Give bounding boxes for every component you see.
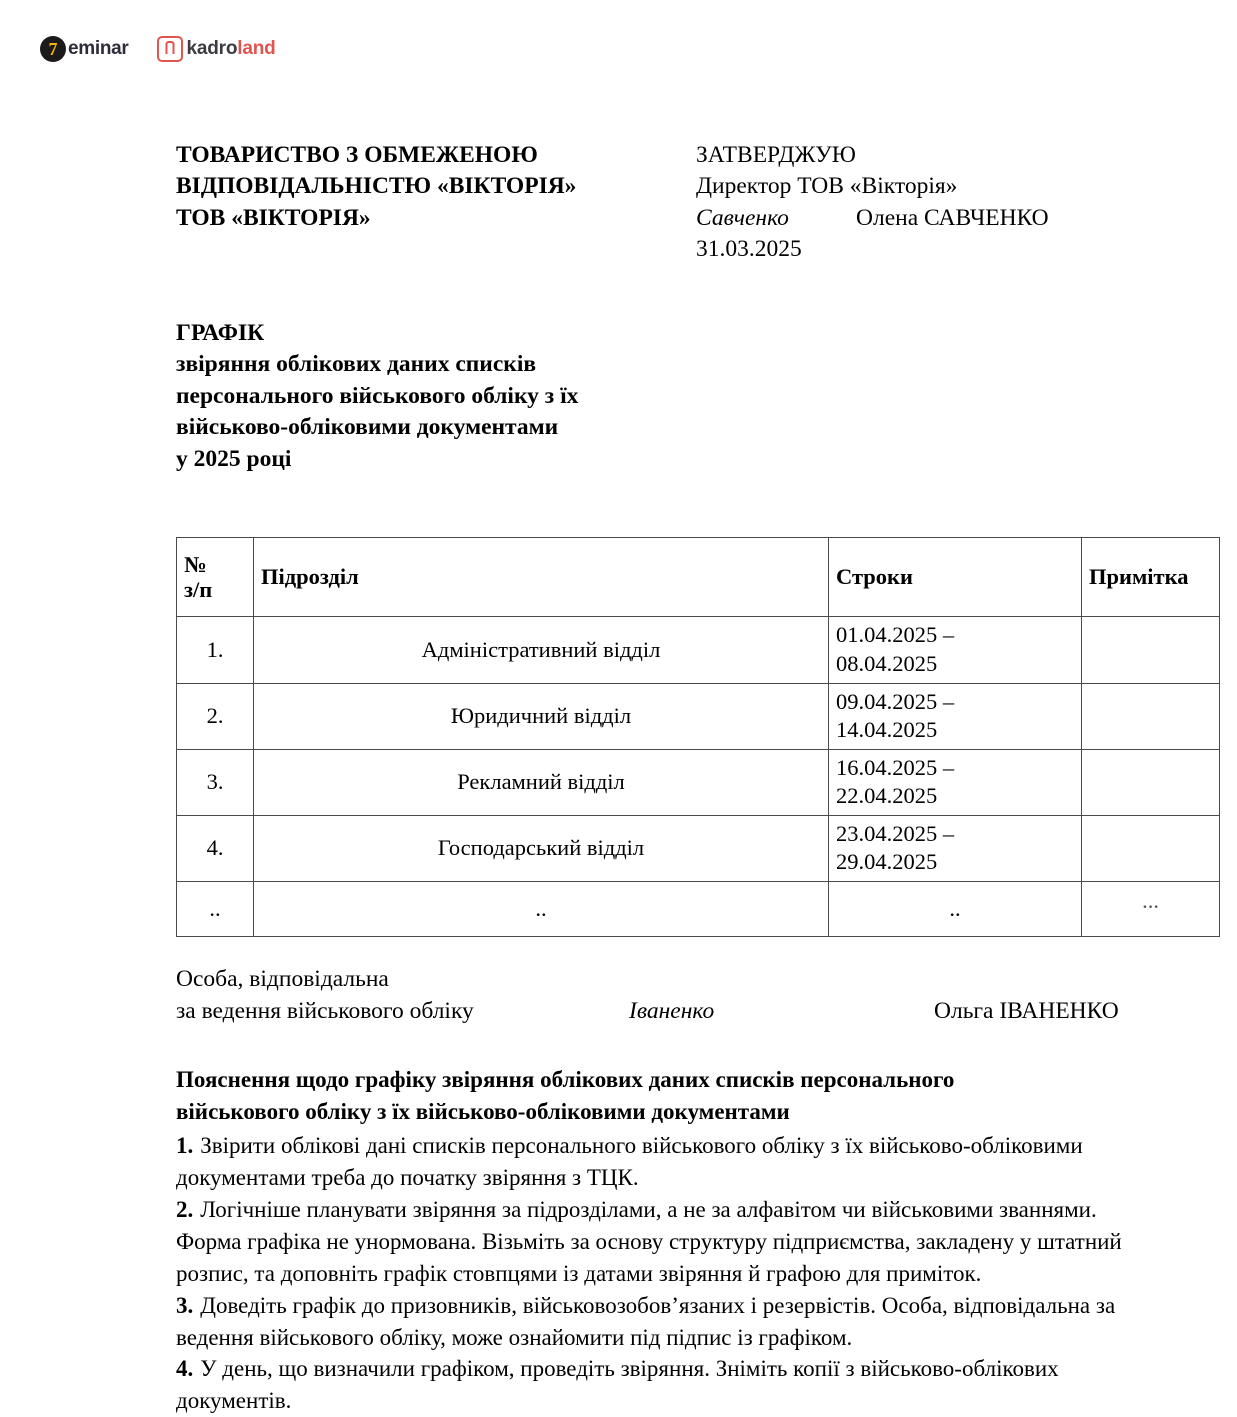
explanation-item-number: 4. — [176, 1356, 194, 1382]
company-name-line-2: ВІДПОВІДАЛЬНІСТЮ «ВІКТОРІЯ» — [176, 173, 577, 200]
cell-dates — [829, 683, 1082, 749]
table-row — [177, 617, 1220, 683]
cell-dates — [829, 815, 1082, 881]
cell-dates: .. — [829, 881, 1082, 936]
schedule-table — [176, 537, 1220, 937]
responsible-signature: Іваненко — [629, 998, 715, 1025]
title-line-2: звіряння облікових даних списків — [176, 351, 537, 378]
title-line-3: персонального військового обліку з їх — [176, 382, 579, 409]
cell-number: 1. — [177, 617, 254, 683]
responsible-line-1: Особа, відповідальна — [176, 965, 389, 992]
schedule-table-head — [177, 538, 1220, 617]
table-row — [177, 683, 1220, 749]
cell-date-to: 14.04.2025 — [836, 717, 938, 743]
cell-number: 2. — [177, 683, 254, 749]
explanation-item — [176, 1194, 1166, 1290]
approval-name: Олена САВЧЕНКО — [856, 204, 1049, 231]
table-row — [177, 749, 1220, 815]
cell-date-to: 22.04.2025 — [836, 783, 938, 809]
column-header-note: Примітка — [1082, 538, 1220, 617]
explanation-item-text: Логічніше планувати звіряння за підрозділами, а не за алфавітом чи військовими званнями. Форма графіка не унормована. Візьміть за основу структуру підприємства, закладену у штатний розпис, та доповніть графік стовпцями із датами звіряння й графою для приміток. — [176, 1196, 1122, 1286]
explanation-item-text: У день, що визначили графіком, проведіть звіряння. Зніміть копії з військово-облікових документів. — [176, 1356, 1059, 1414]
responsible-line-2: за ведення військового обліку — [176, 998, 474, 1025]
approval-date: 31.03.2025 — [696, 235, 802, 262]
approval-signature: Савченко — [696, 204, 789, 231]
column-header-number-line1: № — [184, 552, 207, 578]
cell-date-from: 16.04.2025 – — [836, 754, 955, 780]
cell-note — [1082, 749, 1220, 815]
document-header — [176, 140, 1166, 265]
title-line-1: ГРАФІК — [176, 320, 265, 346]
company-name-line-3: ТОВ «ВІКТОРІЯ» — [176, 204, 371, 231]
cell-dates — [829, 749, 1082, 815]
cell-date-from: 09.04.2025 – — [836, 688, 955, 714]
title-line-5: у 2025 році — [176, 445, 292, 472]
schedule-table-body — [177, 617, 1220, 937]
responsible-signature-row — [176, 995, 1166, 1027]
kadroland-logo-text-part2: land — [237, 38, 276, 59]
cell-note — [1082, 617, 1220, 683]
explanation-block — [176, 1064, 1166, 1417]
cell-number: .. — [177, 881, 254, 936]
cell-date-from: 23.04.2025 – — [836, 820, 955, 846]
company-name-block — [176, 140, 696, 234]
approval-position: Директор ТОВ «Вікторія» — [696, 173, 958, 200]
table-row — [177, 815, 1220, 881]
approval-signature-row — [696, 203, 1156, 234]
cell-date-to: 08.04.2025 — [836, 650, 938, 676]
responsible-name: Ольга ІВАНЕНКО — [934, 998, 1119, 1025]
brand-bar — [40, 36, 276, 62]
company-name-line-1: ТОВАРИСТВО З ОБМЕЖЕНОЮ — [176, 142, 538, 168]
explanation-heading-line-1: Пояснення щодо графіку звіряння облікових даних списків персонального — [176, 1066, 955, 1092]
cell-department: Господарський відділ — [254, 815, 829, 881]
kadroland-logo — [157, 36, 276, 62]
explanation-item-text: Звірити облікові дані списків персонального військового обліку з їх військово-обліковими документами треба до початку звіряння з ТЦК. — [176, 1132, 1083, 1190]
explanation-item-number: 3. — [176, 1292, 194, 1318]
table-row-ellipsis — [177, 881, 1220, 936]
title-line-4: військово-обліковими документами — [176, 414, 559, 441]
explanation-item — [176, 1290, 1166, 1354]
explanation-item — [176, 1130, 1166, 1194]
explanation-item-number: 2. — [176, 1196, 194, 1222]
cell-number: 4. — [177, 815, 254, 881]
responsible-person-block — [176, 963, 1166, 1028]
kadroland-house-icon — [157, 36, 183, 62]
cell-note — [1082, 815, 1220, 881]
cell-department: .. — [254, 881, 829, 936]
seminar-logo-icon: 7 — [40, 36, 66, 62]
seminar-logo-text: eminar — [68, 38, 129, 59]
cell-date-to: 29.04.2025 — [836, 849, 938, 875]
column-header-number-line2: з/п — [184, 577, 213, 603]
approval-word: ЗАТВЕРДЖУЮ — [696, 142, 856, 168]
column-header-number — [177, 538, 254, 617]
explanation-item — [176, 1353, 1166, 1417]
cell-department: Адміністративний відділ — [254, 617, 829, 683]
document-body — [176, 140, 1189, 1417]
column-header-dates: Строки — [829, 538, 1082, 617]
cell-department: Рекламний відділ — [254, 749, 829, 815]
table-header-row — [177, 538, 1220, 617]
explanation-heading — [176, 1064, 1166, 1128]
kadroland-logo-text — [187, 38, 276, 60]
approval-block — [696, 140, 1156, 265]
cell-date-from: 01.04.2025 – — [836, 622, 955, 648]
explanation-item-number: 1. — [176, 1132, 194, 1158]
cell-note: ... — [1082, 881, 1220, 936]
document-title — [176, 318, 716, 475]
seminar-logo — [40, 36, 129, 62]
cell-dates — [829, 617, 1082, 683]
cell-department: Юридичний відділ — [254, 683, 829, 749]
cell-note — [1082, 683, 1220, 749]
column-header-department: Підрозділ — [254, 538, 829, 617]
explanation-heading-line-2: військового обліку з їх військово-обліковими документами — [176, 1098, 790, 1124]
cell-number: 3. — [177, 749, 254, 815]
explanation-item-text: Доведіть графік до призовників, військовозобов’язаних і резервістів. Особа, відповідальна за ведення військового обліку, може ознайомити під підпис із графіком. — [176, 1292, 1116, 1350]
kadroland-logo-text-part1: kadro — [186, 38, 238, 59]
